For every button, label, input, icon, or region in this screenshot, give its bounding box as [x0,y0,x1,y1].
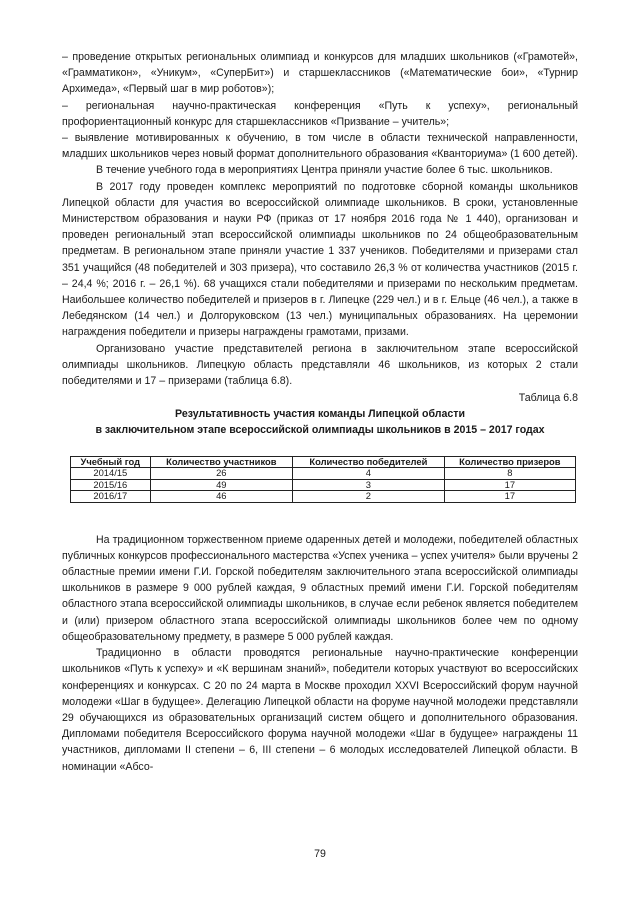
table-number: Таблица 6.8 [518,392,578,405]
cell-participants: 49 [150,479,292,491]
cell-participants: 46 [150,491,292,503]
table-title-line1: Результативность участия команды Липецкой области [175,408,465,421]
table-row [71,479,576,491]
header-prizewinners: Количество призеров [444,456,575,468]
cell-winners: 4 [293,468,445,480]
cell-prizewinners: 17 [444,491,575,503]
document-page [62,49,578,775]
cell-year: 2016/17 [71,491,151,503]
paragraph-kvantorium: – выявление мотивированных к обучению, в том числе в области технической направленности, младших школьников через новый формат дополнительного образования «Кванториума» (1 600 детей). [62,132,578,161]
paragraph-conference: – региональная научно-практическая конференция «Путь к успеху», региональный профориентационный конкурс для старшеклассников «Призвание – учитель»; [62,99,578,128]
paragraph-olympiads: – проведение открытых региональных олимпиад и конкурсов для младших школьников («Грамотей», «Грамматикон», «Уникум», «СуперБит») и старшеклассников («Математические бои», «Турнир Архимеда», «Первый шаг в мир роботов»); [62,51,578,96]
cell-winners: 3 [293,479,445,491]
header-year: Учебный год [71,456,151,468]
page-number: 79 [314,848,326,860]
paragraph-final-stage: Организовано участие представителей региона в заключительном этапе всероссийской олимпиады школьников. Липецкую область представляли 46 школьников, из которых 2 стали победителями и 17 – призерами (таблица 6.8). [62,342,578,388]
table-row [71,468,576,480]
table-row [71,491,576,503]
paragraph-awards: На традиционном торжественном приеме одаренных детей и молодежи, победителей областных публичных конкурсов профессионального мастерства «Успех ученика – успех учителя» были вручены 2 областные премии имени Г.И. Горской победителям заключительного этапа всероссийской олимпиады школьников в размере 9 000 рублей каждая, 9 областных премий имени Г.И. Горской победителям областного этапа всероссийской олимпиады школьников, в случае если ребенок является победителем и (или) призером областного этапа всероссийской олимпиады школьников более чем по одному общеобразовательному предмету, в размере 5 000 рублей каждая. [62,533,578,643]
paragraph-conferences: Традиционно в области проводятся региональные научно-практические конференции школьников «Путь к успеху» и «К вершинам знаний», победители которых участвуют во всероссийских конференциях и конкурсах. С 20 по 24 марта в Москве проходил XXVI Всероссийский форум научной молодежи «Шаг в будущее». Делегацию Липецкой области на форуме научной молодежи представляли 29 обучающихся из образовательных организаций систем общего и дополнительного образования. Дипломами победителя Всероссийского форума научной молодежи «Шаг в будущее» награждены 11 участников, дипломами II степени – 6, III степени – 6 молодых исследователей Липецкой области. В номинации «Абсо- [62,647,578,773]
cell-prizewinners: 17 [444,479,575,491]
cell-winners: 2 [293,491,445,503]
cell-participants: 26 [150,468,292,480]
header-participants: Количество участников [150,456,292,468]
table-header-row [71,456,576,468]
cell-prizewinners: 8 [444,468,575,480]
cell-year: 2015/16 [71,479,151,491]
table-title-line2: в заключительном этапе всероссийской олимпиады школьников в 2015 – 2017 годах [95,424,545,437]
paragraph-regional-stage: В 2017 году проведен комплекс мероприятий по подготовке сборной команды школьников Липецкой области для участия во всероссийской олимпиаде школьников. В сроки, установленные Министерством образования и науки РФ (приказ от 17 ноября 2016 года № 1 440), организован и проведен региональный этап всероссийской олимпиады школьников по 24 общеобразовательным предметам. В региональном этапе приняли участие 1 337 учеников. Победителями и призерами стал 351 учащийся (48 победителей и 303 призера), что составило 26,3 % от количества участников (2015 г. – 24,4 %; 2016 г. – 26,1 %). 68 учащихся стали победителями и призерами по нескольким предметам. Наибольшее количество победителей и призеров в г. Липецке (229 чел.) и в г. Ельце (46 чел.), а также в Лебедянском (14 чел.) и Долгоруковском (13 чел.) муниципальных образованиях. На церемонии награждения победители и призеры награждены грамотами, призами. [62,180,578,339]
cell-year: 2014/15 [71,468,151,480]
paragraph-participants: В течение учебного года в мероприятиях Центра приняли участие более 6 тыс. школьников. [96,164,553,177]
results-table [70,456,576,503]
header-winners: Количество победителей [293,456,445,468]
